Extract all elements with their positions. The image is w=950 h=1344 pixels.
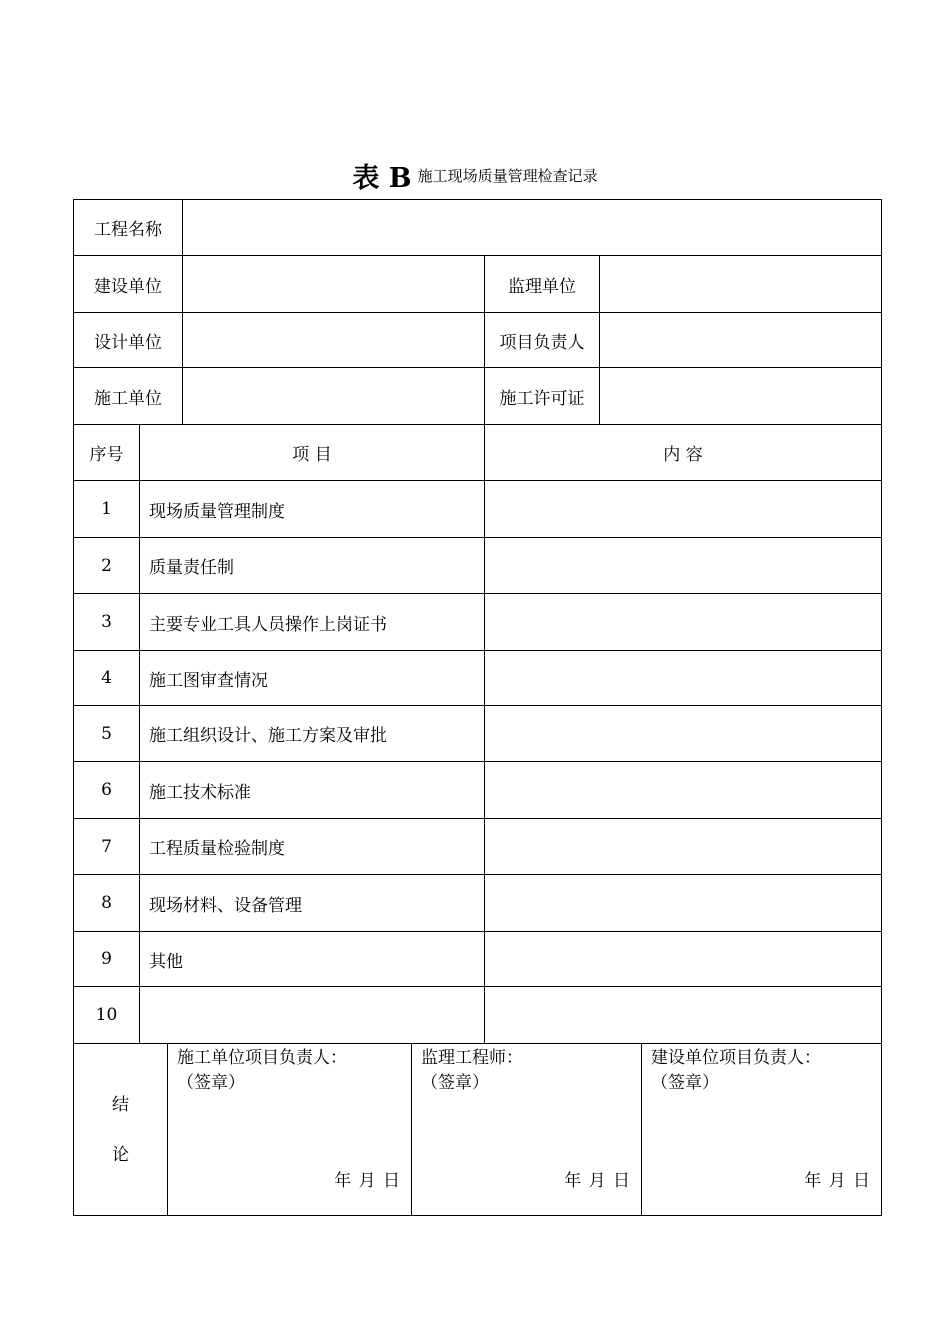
row-content[interactable] [484, 986, 882, 1044]
row-no: 6 [73, 761, 140, 819]
row-content[interactable] [484, 593, 882, 651]
row-content[interactable] [484, 761, 882, 819]
supervision-unit-label: 监理单位 [484, 255, 600, 313]
row-content[interactable] [484, 537, 882, 594]
date-label: 年 月 日 [564, 1171, 631, 1191]
row-item: 质量责任制 [139, 537, 485, 594]
signature-builder[interactable] [167, 1043, 412, 1216]
project-leader-field[interactable] [599, 312, 882, 368]
project-name-label: 工程名称 [73, 199, 183, 256]
builder-unit-label: 施工单位 [73, 367, 183, 425]
signature-supervisor[interactable] [411, 1043, 642, 1216]
row-content[interactable] [484, 931, 882, 987]
design-unit-field[interactable] [182, 312, 485, 368]
row-no: 8 [73, 874, 140, 932]
page-title [0, 156, 950, 195]
row-item: 现场质量管理制度 [139, 480, 485, 538]
row-item: 主要专业工具人员操作上岗证书 [139, 593, 485, 651]
column-header-no: 序号 [73, 424, 140, 481]
row-item: 现场材料、设备管理 [139, 874, 485, 932]
row-content[interactable] [484, 480, 882, 538]
row-no: 3 [73, 593, 140, 651]
project-leader-label: 项目负责人 [484, 312, 600, 368]
row-item: 施工组织设计、施工方案及审批 [139, 705, 485, 762]
signer-role: 施工单位项目负责人： [177, 1048, 347, 1068]
column-header-content: 内 容 [484, 424, 882, 481]
row-content[interactable] [484, 650, 882, 706]
conclusion-label [73, 1043, 168, 1216]
title-prefix: 表 B [352, 163, 412, 194]
permit-label: 施工许可证 [484, 367, 600, 425]
row-no: 5 [73, 705, 140, 762]
conclusion-label-char: 结 [112, 1094, 129, 1115]
signer-role: 建设单位项目负责人： [651, 1048, 821, 1068]
date-label: 年 月 日 [334, 1171, 401, 1191]
signer-role: 监理工程师： [421, 1048, 523, 1068]
row-no: 10 [73, 986, 140, 1044]
row-item [139, 986, 485, 1044]
row-content[interactable] [484, 705, 882, 762]
row-no: 2 [73, 537, 140, 594]
date-label: 年 月 日 [804, 1171, 871, 1191]
design-unit-label: 设计单位 [73, 312, 183, 368]
project-name-field[interactable] [182, 199, 882, 256]
row-no: 1 [73, 480, 140, 538]
row-no: 4 [73, 650, 140, 706]
builder-unit-field[interactable] [182, 367, 485, 425]
supervision-unit-field[interactable] [599, 255, 882, 313]
permit-field[interactable] [599, 367, 882, 425]
row-content[interactable] [484, 818, 882, 875]
row-item: 施工图审查情况 [139, 650, 485, 706]
construction-unit-field[interactable] [182, 255, 485, 313]
seal-label: （签章） [651, 1073, 719, 1093]
seal-label: （签章） [421, 1073, 489, 1093]
row-item: 施工技术标准 [139, 761, 485, 819]
column-header-item: 项 目 [139, 424, 485, 481]
construction-unit-label: 建设单位 [73, 255, 183, 313]
row-content[interactable] [484, 874, 882, 932]
row-item: 工程质量检验制度 [139, 818, 485, 875]
row-item: 其他 [139, 931, 485, 987]
conclusion-label-char: 论 [112, 1144, 129, 1165]
seal-label: （签章） [177, 1073, 245, 1093]
title-text: 施工现场质量管理检查记录 [417, 167, 598, 185]
row-no: 7 [73, 818, 140, 875]
signature-owner[interactable] [641, 1043, 882, 1216]
row-no: 9 [73, 931, 140, 987]
